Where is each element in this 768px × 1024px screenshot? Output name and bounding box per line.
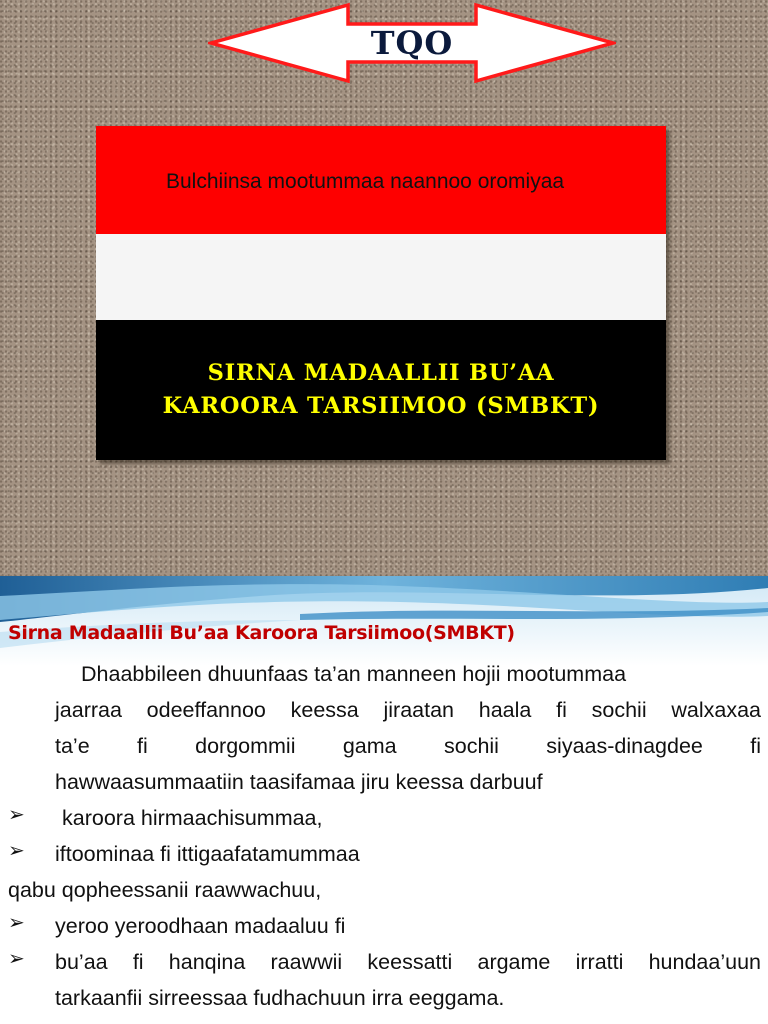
- bullet-item-3: yeroo yeroodhaan madaaluu fi: [55, 914, 346, 938]
- slide-2-title: Sirna Madaallii Bu’aa Karoora Tarsiimoo(SMBKT): [8, 622, 515, 644]
- paragraph-line-1: Dhaabbileen dhuunfaas ta’an manneen hojii mootummaa: [81, 662, 627, 686]
- intro-paragraph: [55, 656, 761, 692]
- system-title-line-2: KAROORA TARSIIMOO (SMBKT): [162, 393, 600, 419]
- region-title: Bulchiinsa mootummaa naannoo oromiyaa: [166, 170, 565, 193]
- flag-white-band: [96, 234, 666, 320]
- bullet-item-1: karoora hirmaachisummaa,: [62, 806, 323, 830]
- bullet-item-4-line-2: tarkaanfii sirreessaa fudhachuun irra eeggama.: [55, 986, 505, 1010]
- paragraph-line-3: ta’e fi dorgommii gama sochii siyaas-dinagdee fi: [55, 734, 761, 758]
- wave-header-decoration: [0, 576, 768, 666]
- bullet-arrow-icon: ➢: [8, 804, 25, 826]
- bullet-arrow-icon: ➢: [8, 948, 25, 970]
- slide-2: [0, 576, 768, 1024]
- plain-line: qabu qopheessanii raawwachuu,: [8, 878, 322, 902]
- paragraph-line-2: jaarraa odeeffannoo keessa jiraatan haala fi sochii walxaxaa: [55, 698, 761, 722]
- flag-red-band: [96, 126, 666, 234]
- double-arrow-banner: [208, 2, 616, 84]
- bullet-arrow-icon: ➢: [8, 912, 25, 934]
- flag-black-band: [96, 320, 666, 460]
- bullet-arrow-icon: ➢: [8, 840, 25, 862]
- paragraph-line-4: hawwaasummaatiin taasifamaa jiru keessa darbuuf: [55, 770, 543, 794]
- arrow-label: TQO: [370, 24, 454, 62]
- bullet-item-4-line-1: bu’aa fi hanqina raawwii keessatti argame irratti hundaa’uun: [55, 950, 761, 974]
- bullet-item-2: iftoominaa fi ittigaafatamummaa: [55, 842, 360, 866]
- flag-box: [96, 126, 666, 460]
- system-title-line-1: SIRNA MADAALLII BU’AA: [207, 360, 555, 386]
